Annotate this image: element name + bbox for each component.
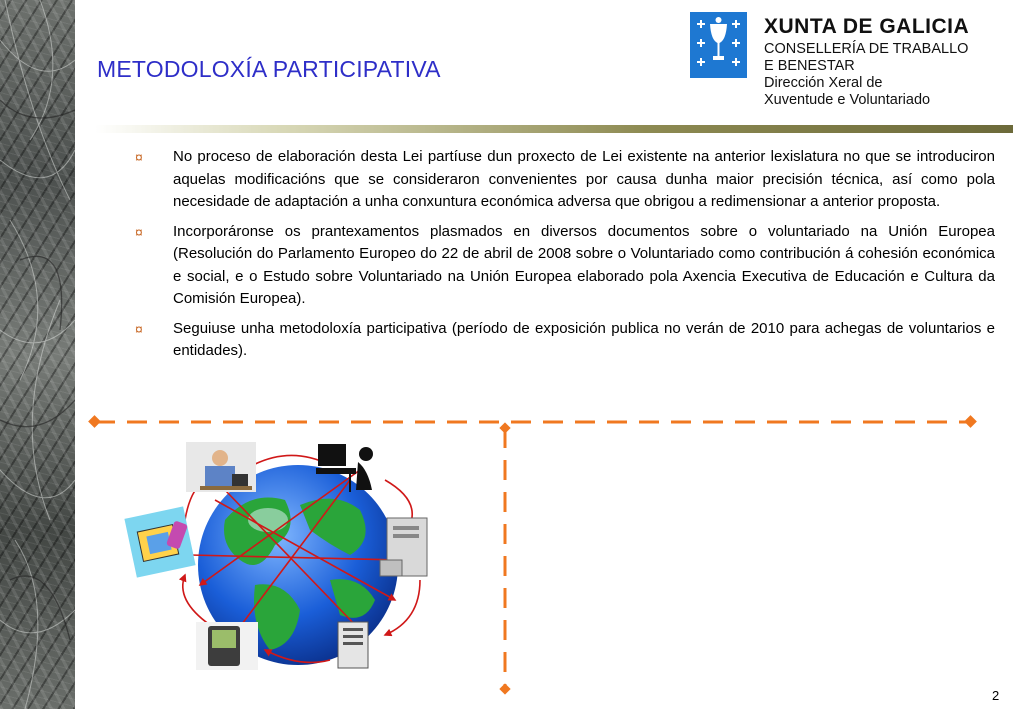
bullet-marker-icon: ¤ xyxy=(135,149,143,165)
participation-diagram xyxy=(0,395,1024,695)
bullet-text: Seguiuse unha metodoloxía participativa (período de exposición publica no verán de 2010 para achegas de voluntarios e entidades). xyxy=(173,319,995,359)
bullet-item xyxy=(135,221,995,311)
office-worker-icon xyxy=(186,442,256,492)
bullet-list xyxy=(135,146,995,370)
bullet-item xyxy=(135,318,995,363)
galicia-emblem-icon xyxy=(690,12,747,78)
page-title: METODOLOXÍA PARTICIPATIVA xyxy=(97,56,441,82)
bullet-text: No proceso de elaboración desta Lei partíuse dun proxecto de Lei existente na anterior lexislatura no que se introduciron aquelas modificacións que se consideraron convenientes por causa dunha maior precisión técnica, así como pola necesidade de adaptación a unha conxuntura económica adversa que obrigou a redimensionar a anterior proposta. xyxy=(173,148,995,210)
server-tower-icon xyxy=(338,622,368,668)
bullet-item xyxy=(135,146,995,214)
logo-line: E BENESTAR xyxy=(764,58,855,74)
logo-line: Xuventude e Voluntariado xyxy=(764,92,931,108)
bullet-marker-icon: ¤ xyxy=(135,320,143,337)
desktop-computer-icon xyxy=(380,518,427,576)
logo-line: CONSELLERÍA DE TRABALLO xyxy=(764,41,969,57)
logo-line: Dirección Xeral de xyxy=(764,75,883,91)
xunta-name: XUNTA DE GALICIA xyxy=(764,15,970,38)
phone-monitor-icon xyxy=(124,506,195,577)
bullet-marker-icon: ¤ xyxy=(135,223,143,240)
xunta-logo-text xyxy=(764,13,969,109)
bullet-text: Incorporáronse os prantexamentos plasmados en diversos documentos sobre o voluntariado na Unión Europea (Resolución do Parlamento Europeo do 22 de abril de 2008 sobre o Voluntariado como contribución á cohesión económica e social, e o Estudo sobre Voluntariado na Unión Europea elaborado pola Axencia Executiva de Educación e Cultura da Comisión Europea). xyxy=(173,222,995,307)
title-divider xyxy=(95,125,1013,133)
handheld-device-icon xyxy=(196,622,258,670)
page-number: 2 xyxy=(992,688,1000,703)
